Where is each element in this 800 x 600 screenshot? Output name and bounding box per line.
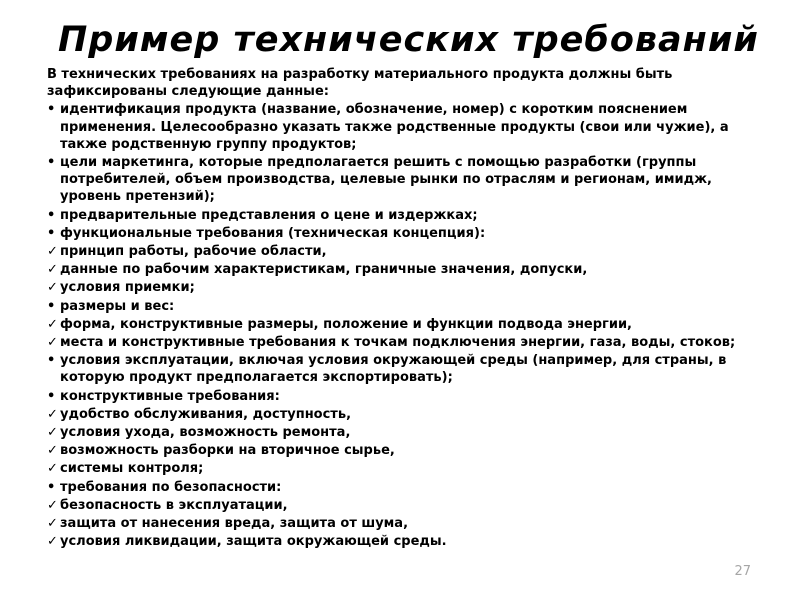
bullet-icon: • [47, 479, 56, 495]
checkmark-icon: ✓ [47, 425, 58, 441]
checkmark-icon: ✓ [47, 516, 58, 532]
sub-list-item [47, 515, 772, 532]
list-item [47, 388, 772, 405]
list-item-text: конструктивные требования: [60, 388, 280, 404]
list-item [47, 479, 772, 496]
list-item-text: принцип работы, рабочие области, [60, 244, 327, 260]
bullet-icon: • [47, 298, 56, 314]
list-item-text: возможность разборки на вторичное сырье, [60, 443, 395, 459]
checkmark-icon: ✓ [47, 244, 58, 260]
slide-title: Пример технических требований [58, 20, 759, 60]
list-item-text: системы контроля; [60, 461, 204, 477]
checkmark-icon: ✓ [47, 461, 58, 477]
list-item-text: защита от нанесения вреда, защита от шума, [60, 516, 409, 532]
list-item-text: условия ухода, возможность ремонта, [60, 425, 351, 441]
checkmark-icon: ✓ [47, 406, 58, 422]
list-item [47, 101, 772, 153]
list-item-text: условия ликвидации, защита окружающей среды. [60, 534, 447, 550]
bullet-icon: • [47, 207, 56, 223]
list-item-text: условия приемки; [60, 280, 195, 296]
sub-list-item [47, 460, 772, 477]
checkmark-icon: ✓ [47, 280, 58, 296]
list-item-text: функциональные требования (техническая концепция): [60, 225, 486, 241]
bullet-icon: • [47, 388, 56, 404]
checkmark-icon: ✓ [47, 316, 58, 332]
bullet-icon: • [47, 155, 56, 171]
sub-list-item [47, 442, 772, 459]
list-item [47, 298, 772, 315]
checkmark-icon: ✓ [47, 443, 58, 459]
requirements-list [47, 101, 772, 550]
list-item [47, 352, 772, 386]
bullet-icon: • [47, 225, 56, 241]
list-item-text: данные по рабочим характеристикам, граничные значения, допуски, [60, 262, 588, 278]
sub-list-item [47, 497, 772, 514]
checkmark-icon: ✓ [47, 335, 58, 351]
slide-content [47, 66, 772, 551]
intro-text: В технических требованиях на разработку материального продукта должны быть зафиксированы следующие данные: [47, 67, 673, 100]
list-item-text: условия эксплуатации, включая условия окружающей среды (например, для страны, в которую продукт предполагается экспортировать); [60, 353, 727, 386]
list-item-text: места и конструктивные требования к точкам подключения энергии, газа, воды, стоков; [60, 335, 736, 351]
list-item-text: безопасность в эксплуатации, [60, 497, 288, 513]
list-item [47, 225, 772, 242]
sub-list-item [47, 261, 772, 278]
list-item-text: размеры и вес: [60, 298, 175, 314]
checkmark-icon: ✓ [47, 262, 58, 278]
bullet-icon: • [47, 353, 56, 369]
checkmark-icon: ✓ [47, 534, 58, 550]
sub-list-item [47, 279, 772, 296]
sub-list-item [47, 243, 772, 260]
list-item-text: идентификация продукта (название, обозначение, номер) с коротким пояснением применения. Целесообразно указать также родственные продукты (свои или чужие), а также родственную группу продуктов; [60, 102, 729, 152]
bullet-icon: • [47, 102, 56, 118]
sub-list-item [47, 424, 772, 441]
list-item-text: цели маркетинга, которые предполагается решить с помощью разработки (группы потребителей, объем производства, целевые рынки по отраслям и регионам, имидж, уровень претензий); [60, 155, 712, 205]
list-item-text: требования по безопасности: [60, 479, 282, 495]
page-number: 27 [734, 564, 751, 579]
list-item [47, 154, 772, 206]
sub-list-item [47, 533, 772, 550]
list-item [47, 207, 772, 224]
sub-list-item [47, 406, 772, 423]
list-item-text: удобство обслуживания, доступность, [60, 406, 352, 422]
sub-list-item [47, 316, 772, 333]
list-item-text: предварительные представления о цене и издержках; [60, 207, 478, 223]
checkmark-icon: ✓ [47, 497, 58, 513]
list-item-text: форма, конструктивные размеры, положение и функции подвода энергии, [60, 316, 632, 332]
sub-list-item [47, 334, 772, 351]
